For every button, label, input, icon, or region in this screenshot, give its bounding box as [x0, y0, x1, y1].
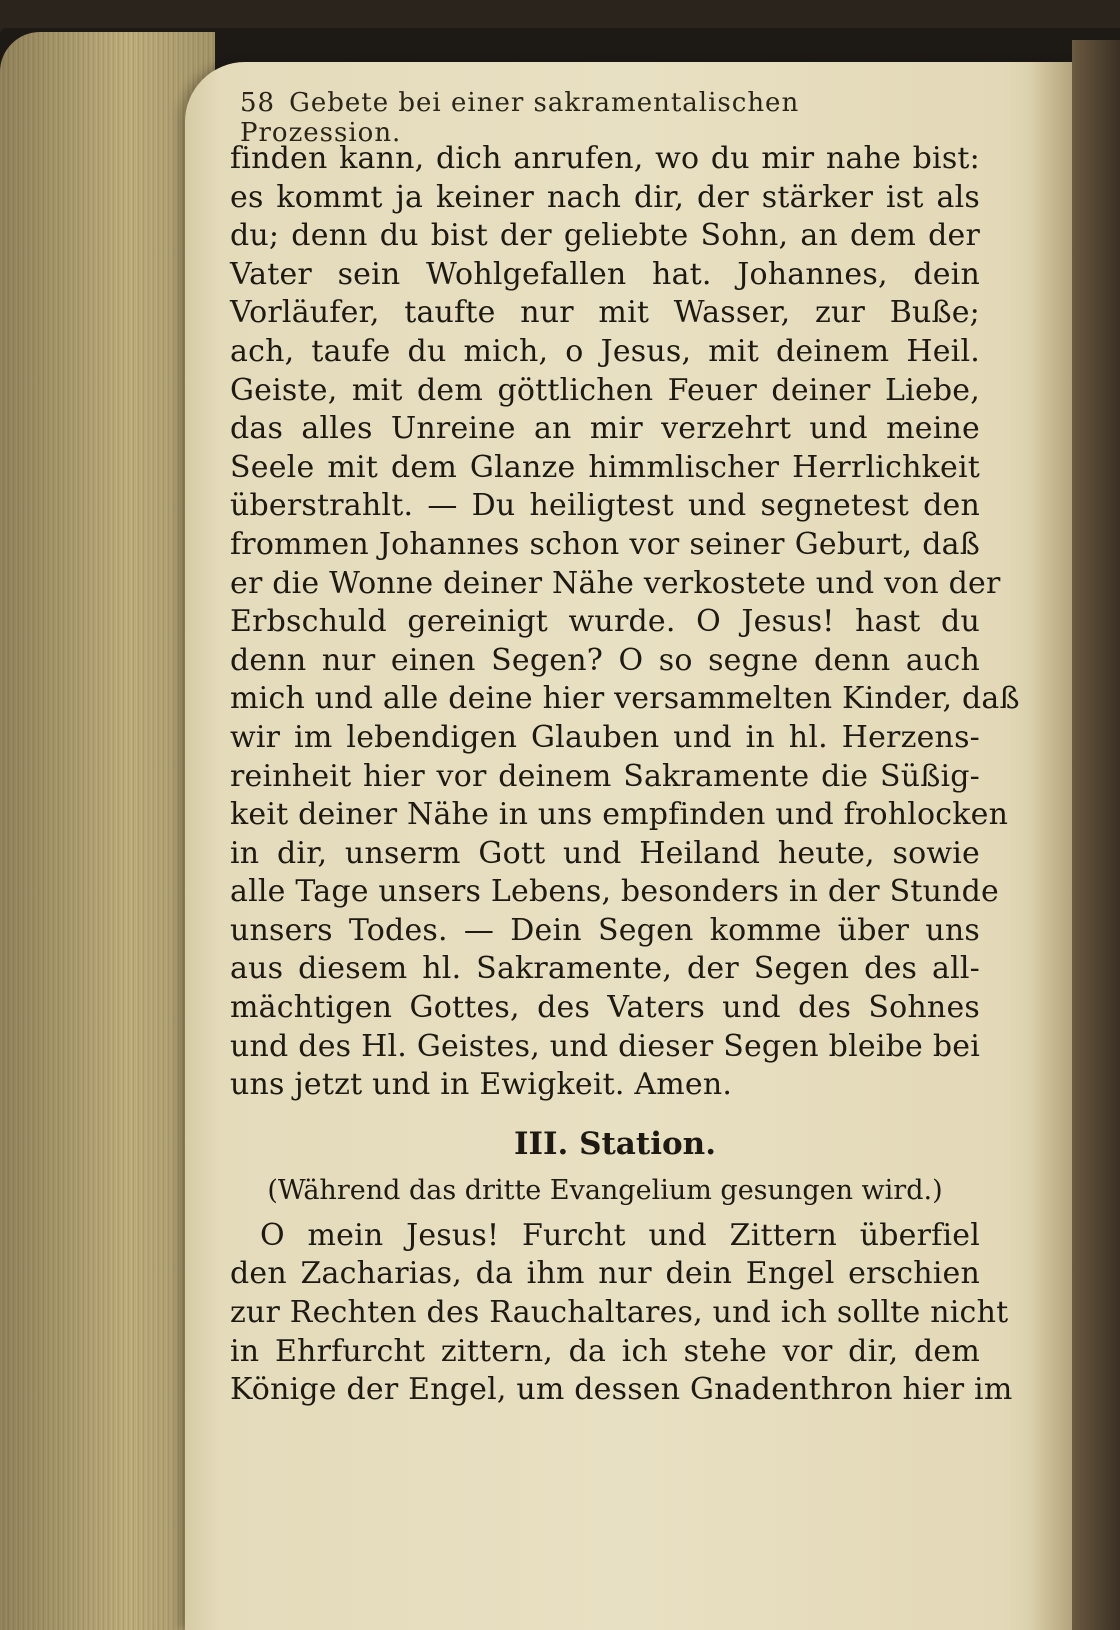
text-line: er die Wonne deiner Nähe verkostete und von der — [230, 565, 1001, 601]
text-line: überstrahlt. — Du heiligtest und segnetest den — [230, 488, 980, 524]
text-line: finden kann, dich anrufen, wo du mir nahe bist: — [230, 141, 980, 176]
text-line: Könige der Engel, um dessen Gnadenthron hier im — [230, 1372, 1013, 1408]
text-line: mächtigen Gottes, des Vaters und des Sohnes — [230, 990, 980, 1026]
text-line: reinheit hier vor deinem Sakramente die Süßig- — [230, 758, 980, 794]
page-edges-shade — [0, 32, 215, 1630]
text-line: alle Tage unsers Lebens, besonders in der Stunde — [230, 874, 999, 910]
text-line: den Zacharias, da ihm nur dein Engel erschien — [230, 1256, 980, 1292]
facing-page-edge — [1072, 40, 1120, 1630]
page-text — [230, 140, 1020, 1410]
text-line: uns jetzt und in Ewigkeit. Amen. — [230, 1067, 733, 1103]
text-line: es kommt ja keiner nach dir, der stärker ist als — [230, 179, 980, 215]
page-gutter — [1030, 62, 1075, 1630]
text-line: ach, taufe du mich, o Jesus, mit deinem Heil. — [230, 333, 980, 369]
text-line: keit deiner Nähe in uns empfinden und frohlocken — [230, 797, 1009, 833]
text-line: Vorläufer, taufte nur mit Wasser, zur Buße; — [230, 295, 980, 331]
text-line: frommen Johannes schon vor seiner Geburt, daß — [230, 526, 980, 562]
text-line: Erbschuld gereinigt wurde. O Jesus! hast du — [230, 604, 980, 640]
text-line: wir im lebendigen Glauben und in hl. Herzens- — [230, 719, 980, 755]
text-line: Seele mit dem Glanze himmlischer Herrlichkeit — [230, 449, 980, 485]
text-line: und des Hl. Geistes, und dieser Segen bleibe bei — [230, 1028, 980, 1064]
text-line: in Ehrfurcht zittern, da ich stehe vor dir, dem — [230, 1333, 980, 1369]
text-line: O mein Jesus! Furcht und Zittern überfiel — [260, 1217, 980, 1253]
text-line: denn nur einen Segen? O so segne denn auch — [230, 642, 980, 678]
text-line: das alles Unreine an mir verzehrt und meine — [230, 411, 980, 447]
text-line: in dir, unserm Gott und Heiland heute, sowie — [230, 835, 980, 871]
station-rubric: (Während das dritte Evangelium gesungen wird.) — [267, 1174, 943, 1206]
text-line: zur Rechten des Rauchaltares, und ich sollte nicht — [230, 1295, 1009, 1331]
running-title: Gebete bei einer sakramentalischen Prozession. — [240, 88, 800, 148]
station-heading: III. Station. — [514, 1125, 716, 1162]
running-head — [240, 88, 960, 148]
text-line: aus diesem hl. Sakramente, der Segen des all- — [230, 951, 980, 987]
text-line: Vater sein Wohlgefallen hat. Johannes, dein — [230, 256, 980, 292]
text-line: du; denn du bist der geliebte Sohn, an dem der — [230, 218, 980, 254]
text-line: unsers Todes. — Dein Segen komme über uns — [230, 912, 980, 948]
text-line: Geiste, mit dem göttlichen Feuer deiner Liebe, — [230, 372, 980, 408]
page-number: 58 — [240, 88, 276, 118]
text-line: mich und alle deine hier versammelten Kinder, daß — [230, 681, 1020, 717]
